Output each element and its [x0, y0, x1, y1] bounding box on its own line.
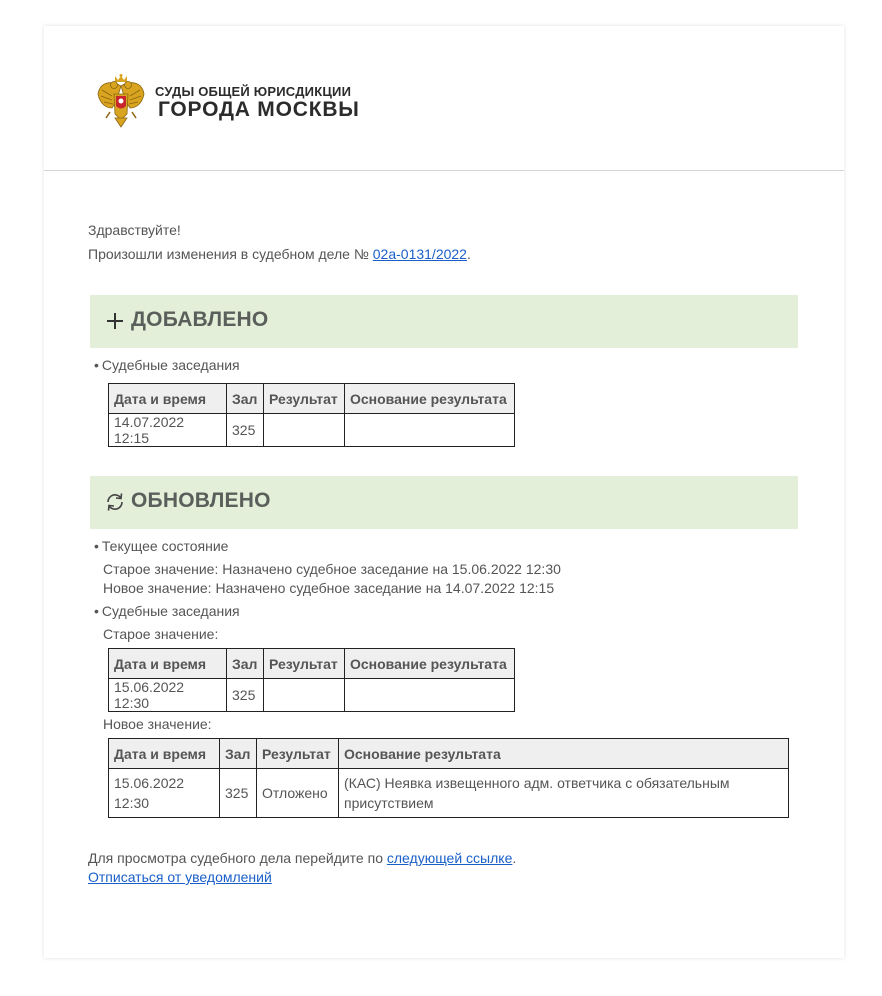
table-row: [109, 769, 789, 818]
unsubscribe-link[interactable]: Отписаться от уведомлений: [88, 869, 272, 885]
unsubscribe-line: [88, 869, 272, 885]
result-cell: Отложено: [257, 769, 339, 818]
datetime-cell: 14.07.2022 12:15: [109, 414, 227, 447]
logo-line1: СУДЫ ОБЩЕЙ ЮРИСДИКЦИИ: [155, 84, 352, 99]
added-sessions-label: • Судебные заседания: [94, 357, 240, 373]
basis-cell: (КАС) Неявка извещенного адм. ответчика с обязательным присутствием: [339, 769, 789, 818]
hall-cell: 325: [227, 679, 264, 712]
basis-cell: [345, 679, 515, 712]
courts-logo: [96, 72, 376, 128]
column-header: Зал: [220, 739, 257, 769]
column-header: Зал: [227, 649, 264, 679]
updated-title: ОБНОВЛЕНО: [131, 489, 271, 512]
email-card: [44, 26, 844, 958]
intro-line: [88, 246, 471, 262]
new-sessions-table: [108, 738, 789, 818]
view-case-line: [88, 850, 516, 866]
result-cell: [264, 414, 345, 447]
added-title: ДОБАВЛЕНО: [131, 308, 269, 331]
table-header-row: [109, 384, 515, 414]
hall-cell: 325: [227, 414, 264, 447]
sessions-old-label: Старое значение:: [103, 626, 219, 642]
sessions-new-label: Новое значение:: [103, 716, 212, 732]
basis-cell: [345, 414, 515, 447]
refresh-icon: [104, 491, 126, 513]
greeting: Здравствуйте!: [88, 222, 181, 238]
column-header: Зал: [227, 384, 264, 414]
view-case-link[interactable]: следующей ссылке: [386, 850, 513, 866]
column-header: Результат: [264, 384, 345, 414]
column-header: Результат: [257, 739, 339, 769]
table-row: [109, 679, 515, 712]
column-header: Основание результата: [345, 649, 515, 679]
state-new-value: Новое значение: Назначено судебное заседание на 14.07.2022 12:15: [103, 580, 555, 596]
datetime-cell: 15.06.2022 12:30: [109, 679, 227, 712]
table-row: [109, 414, 515, 447]
double-headed-eagle-emblem-icon: [96, 74, 146, 128]
column-header: Дата и время: [109, 649, 227, 679]
updated-banner: [90, 476, 798, 529]
table-header-row: [109, 649, 515, 679]
state-label: • Текущее состояние: [94, 538, 228, 554]
column-header: Основание результата: [345, 384, 515, 414]
old-sessions-table: [108, 648, 515, 712]
added-sessions-table: [108, 383, 515, 447]
result-cell: [264, 679, 345, 712]
intro-suffix: .: [466, 246, 471, 262]
column-header: Дата и время: [109, 739, 220, 769]
view-suffix: .: [512, 850, 517, 866]
column-header: Дата и время: [109, 384, 227, 414]
updated-sessions-label: • Судебные заседания: [94, 603, 240, 619]
table-header-row: [109, 739, 789, 769]
view-prefix: Для просмотра судебного дела перейдите по: [88, 850, 387, 866]
email-header: [44, 26, 844, 171]
column-header: Основание результата: [339, 739, 789, 769]
plus-icon: [104, 310, 126, 332]
added-banner: [90, 295, 798, 348]
case-number-link[interactable]: 02а-0131/2022: [372, 246, 467, 262]
state-old-value: Старое значение: Назначено судебное заседание на 15.06.2022 12:30: [103, 561, 561, 577]
logo-line2: ГОРОДА МОСКВЫ: [158, 98, 360, 121]
datetime-cell: 15.06.2022 12:30: [109, 769, 220, 818]
hall-cell: 325: [220, 769, 257, 818]
intro-prefix: Произошли изменения в судебном деле №: [88, 246, 373, 262]
column-header: Результат: [264, 649, 345, 679]
